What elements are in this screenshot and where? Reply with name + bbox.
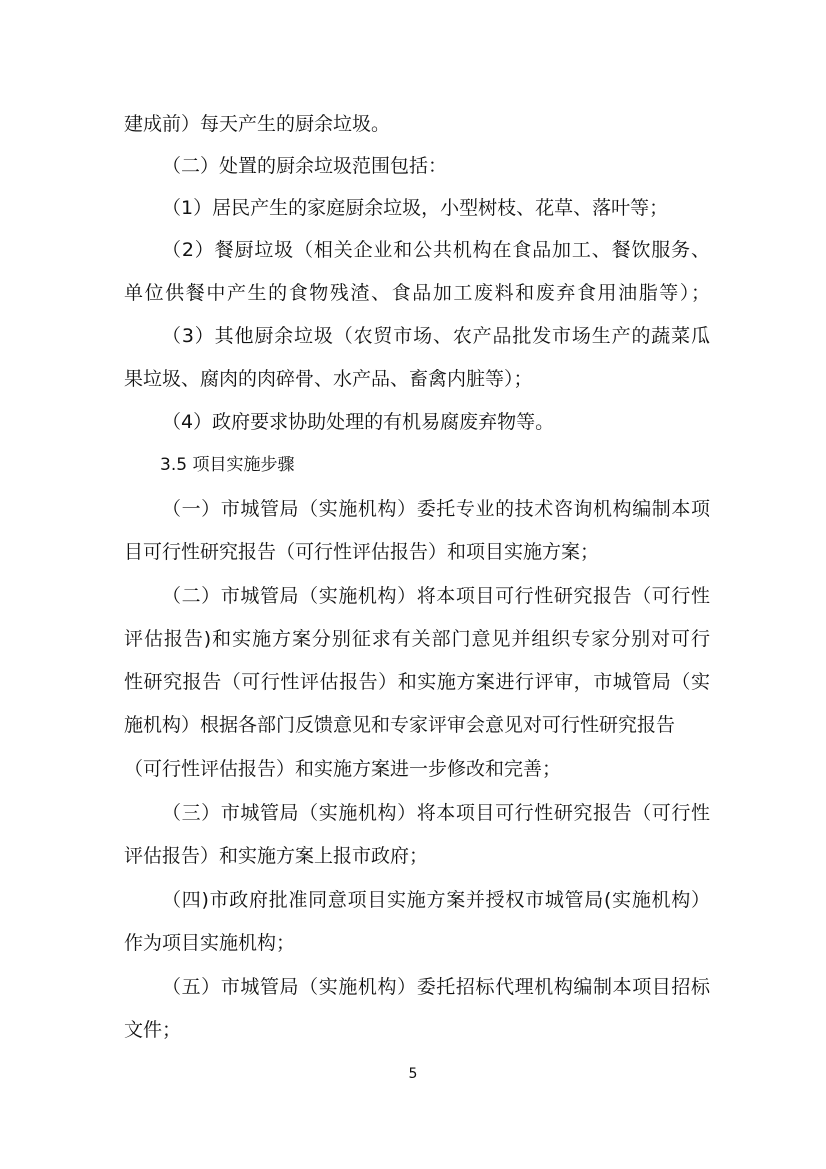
paragraph-line: 评估报告)和实施方案分别征求有关部门意见并组织专家分别对可行	[124, 628, 710, 650]
paragraph-line: （二）市城管局（实施机构）将本项目可行性研究报告（可行性	[162, 585, 710, 607]
paragraph-line: （四)市政府批准同意项目实施方案并授权市城管局(实施机构）	[162, 889, 710, 911]
paragraph-line: 性研究报告（可行性评估报告）和实施方案进行评审，市城管局（实	[124, 671, 710, 693]
paragraph-line: （可行性评估报告）和实施方案进一步修改和完善；	[124, 758, 562, 780]
paragraph-line: （一）市城管局（实施机构）委托专业的技术咨询机构编制本项	[162, 498, 710, 520]
paragraph-line: （五）市城管局（实施机构）委托招标代理机构编制本项目招标	[162, 976, 710, 998]
paragraph-line: （1）居民产生的家庭厨余垃圾，小型树枝、花草、落叶等；	[162, 197, 669, 219]
paragraph-line: 评估报告）和实施方案上报市政府；	[124, 845, 429, 867]
paragraph-line: 施机构）根据各部门反馈意见和专家评审会意见对可行性研究报告	[124, 714, 676, 736]
paragraph-line: 目可行性研究报告（可行性评估报告）和项目实施方案；	[124, 541, 600, 563]
paragraph-line: （4）政府要求协助处理的有机易腐废弃物等。	[162, 411, 555, 433]
section-heading: 3.5 项目实施步骤	[160, 455, 295, 475]
paragraph-line: 单位供餐中产生的食物残渣、食品加工废料和废弃食用油脂等）；	[124, 282, 710, 304]
page-number: 5	[408, 1066, 418, 1082]
paragraph-line: 文件；	[124, 1019, 182, 1041]
paragraph-line: （二）处置的厨余垃圾范围包括：	[162, 155, 448, 177]
paragraph-line: 建成前）每天产生的厨余垃圾。	[124, 113, 391, 135]
paragraph-line: （3）其他厨余垃圾（农贸市场、农产品批发市场生产的蔬菜瓜	[162, 325, 710, 347]
paragraph-line: 作为项目实施机构；	[124, 932, 296, 954]
paragraph-line: 果垃圾、腐肉的肉碎骨、水产品、畜禽内脏等）；	[124, 368, 533, 390]
paragraph-line: （2）餐厨垃圾（相关企业和公共机构在食品加工、餐饮服务、	[162, 239, 710, 261]
paragraph-line: （三）市城管局（实施机构）将本项目可行性研究报告（可行性	[162, 802, 710, 824]
